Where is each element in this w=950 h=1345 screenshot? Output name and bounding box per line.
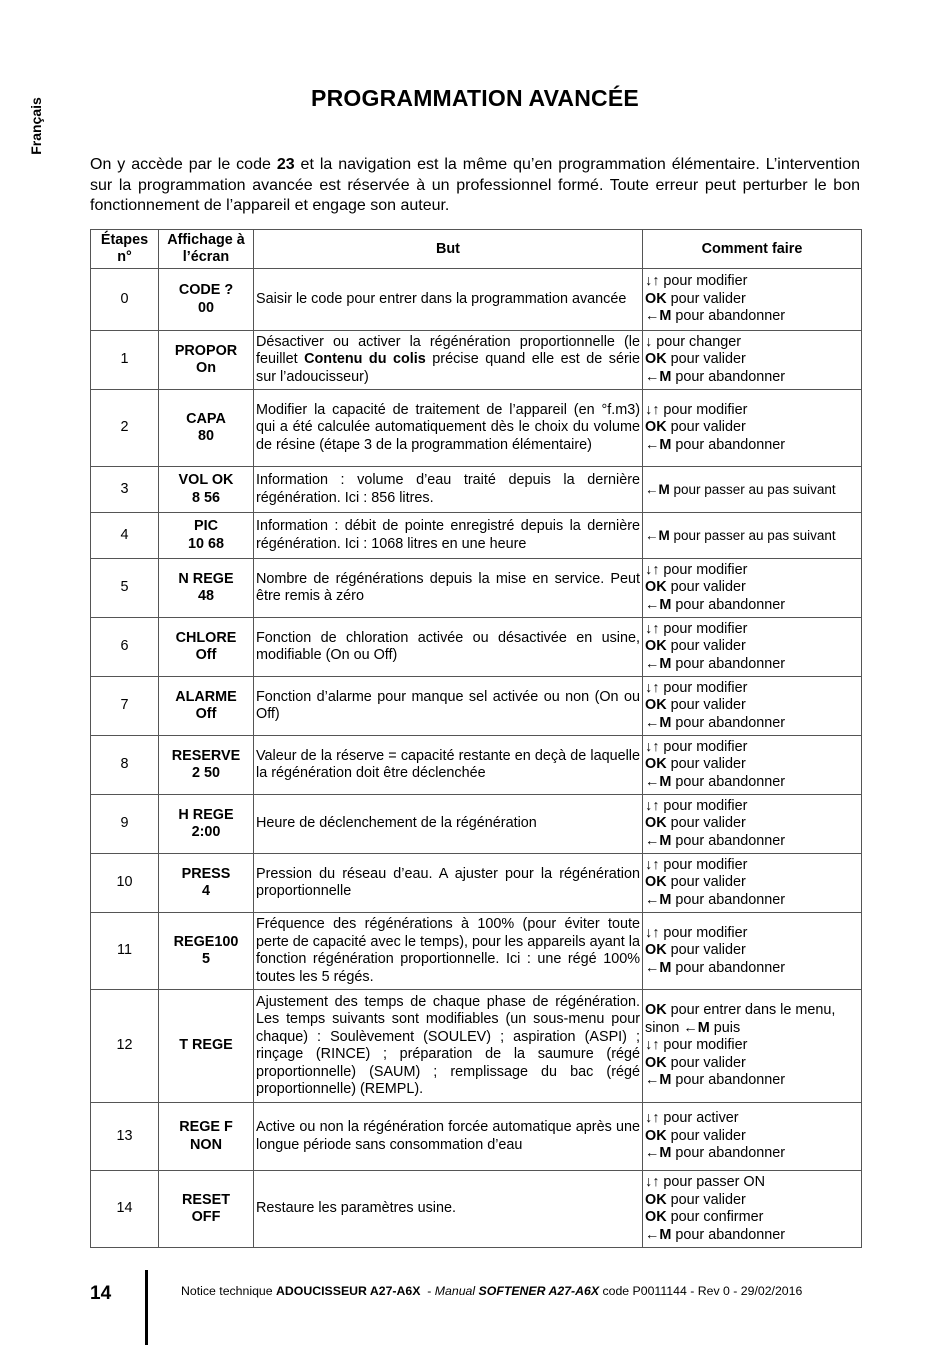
- instruction-line: ←M pour abandonner: [645, 655, 786, 672]
- up-down-arrows-icon: ↓↑: [645, 401, 660, 418]
- instructions: [643, 1171, 862, 1248]
- instruction-line: OK pour valider: [645, 874, 746, 891]
- instruction-line: ←M pour passer au pas suivant: [645, 481, 836, 497]
- instruction-line: sinon ←M puis: [645, 1019, 741, 1036]
- instructions: [643, 559, 862, 618]
- instruction-line: ←M pour abandonner: [645, 959, 786, 976]
- ok-key-label: OK: [645, 1209, 667, 1225]
- table-row: [91, 913, 862, 990]
- back-arrow-m-icon: ←M: [645, 714, 672, 731]
- instructions: [643, 990, 862, 1103]
- ok-key-label: OK: [645, 756, 667, 773]
- table-row: [91, 854, 862, 913]
- step-number: 2: [91, 390, 159, 467]
- goal-description: Information : volume d’eau traité depuis la dernière régénération. Ici : 856 litres.: [254, 467, 643, 513]
- goal-description: Active ou non la régénération forcée automatique après une longue période sans consommation d’eau: [254, 1103, 643, 1171]
- table-row: [91, 795, 862, 854]
- screen-display: PRESS 4: [159, 854, 254, 913]
- screen-display: VOL OK 8 56: [159, 467, 254, 513]
- back-arrow-m-icon: ←M: [645, 368, 672, 385]
- screen-display: REGE100 5: [159, 913, 254, 990]
- instruction-line: ↓↑ pour passer ON: [645, 1174, 765, 1190]
- back-arrow-m-icon: ←M: [645, 308, 672, 325]
- instruction-line: ↓↑ pour modifier: [645, 797, 748, 814]
- back-arrow-m-icon: ←M: [645, 596, 672, 613]
- screen-display: PIC 10 68: [159, 513, 254, 559]
- back-arrow-m-icon: ←M: [645, 436, 672, 453]
- instruction-line: ←M pour abandonner: [645, 368, 786, 385]
- up-down-arrows-icon: ↓↑: [645, 620, 660, 637]
- step-number: 0: [91, 269, 159, 331]
- table-row: [91, 559, 862, 618]
- instructions: [643, 677, 862, 736]
- step-number: 3: [91, 467, 159, 513]
- instruction-line: OK pour confirmer: [645, 1209, 764, 1225]
- up-down-arrows-icon: ↓↑: [645, 273, 660, 290]
- header-display: Affichage à l’écran: [159, 230, 254, 269]
- instruction-line: ←M pour abandonner: [645, 891, 786, 908]
- instruction-line: ←M pour abandonner: [645, 596, 786, 613]
- table-row: [91, 467, 862, 513]
- table-row: [91, 618, 862, 677]
- ok-key-label: OK: [645, 815, 667, 832]
- ok-key-label: OK: [645, 942, 667, 959]
- goal-description: Saisir le code pour entrer dans la programmation avancée: [254, 269, 643, 331]
- up-down-arrows-icon: ↓↑: [645, 679, 660, 696]
- table-row: [91, 677, 862, 736]
- instructions: [643, 854, 862, 913]
- screen-display: REGE F NON: [159, 1103, 254, 1171]
- screen-display: H REGE 2:00: [159, 795, 254, 854]
- intro-text-1: On y accède par le code: [90, 156, 277, 173]
- goal-description: Information : débit de pointe enregistré depuis la dernière régénération. Ici : 1068 litres en une heure: [254, 513, 643, 559]
- instruction-line: ↓↑ pour modifier: [645, 561, 748, 578]
- goal-description: Pression du réseau d’eau. A ajuster pour la régénération proportionnelle: [254, 854, 643, 913]
- instruction-line: ↓↑ pour modifier: [645, 856, 748, 873]
- instruction-line: OK pour valider: [645, 697, 746, 714]
- back-arrow-m-icon: ←M: [645, 959, 672, 976]
- goal-description: Restaure les paramètres usine.: [254, 1171, 643, 1248]
- instructions: [643, 513, 862, 559]
- instruction-line: OK pour valider: [645, 1127, 746, 1144]
- step-number: 5: [91, 559, 159, 618]
- table-row: [91, 269, 862, 331]
- back-arrow-m-icon: ←M: [645, 527, 670, 543]
- ok-key-label: OK: [645, 419, 667, 436]
- advanced-programming-table: [90, 229, 862, 1248]
- table-row: [91, 513, 862, 559]
- back-arrow-m-icon: ←M: [645, 481, 670, 497]
- ok-key-label: OK: [645, 579, 667, 596]
- screen-display: PROPOR On: [159, 331, 254, 390]
- ok-key-label: OK: [645, 351, 667, 368]
- screen-display: CHLORE Off: [159, 618, 254, 677]
- back-arrow-m-icon: ←M: [645, 773, 672, 790]
- instructions: [643, 269, 862, 331]
- instruction-line: OK pour valider: [645, 290, 746, 307]
- instruction-line: OK pour valider: [645, 1191, 746, 1208]
- screen-display: ALARME Off: [159, 677, 254, 736]
- step-number: 8: [91, 736, 159, 795]
- instructions: [643, 1103, 862, 1171]
- step-number: 9: [91, 795, 159, 854]
- table-row: [91, 331, 862, 390]
- instruction-line: ↓↑ pour modifier: [645, 620, 748, 637]
- back-arrow-m-icon: ←M: [683, 1019, 710, 1036]
- up-down-arrows-icon: ↓↑: [645, 1174, 660, 1190]
- instructions: [643, 913, 862, 990]
- up-down-arrows-icon: ↓↑: [645, 856, 660, 873]
- language-label: [26, 92, 46, 164]
- instructions: [643, 467, 862, 513]
- ok-key-label: OK: [645, 1054, 667, 1071]
- step-number: 6: [91, 618, 159, 677]
- goal-description: Nombre de régénérations depuis la mise en service. Peut être remis à zéro: [254, 559, 643, 618]
- step-number: 11: [91, 913, 159, 990]
- table-row: [91, 390, 862, 467]
- goal-description: Modifier la capacité de traitement de l’appareil (en °f.m3) qui a été calculée automatiquement dès le choix du volume de résine (étape 3 de la programmation élémentaire): [254, 390, 643, 467]
- screen-display: CAPA 80: [159, 390, 254, 467]
- goal-description: Valeur de la réserve = capacité restante en deçà de laquelle la régénération doit être déclenchée: [254, 736, 643, 795]
- instruction-line: ←M pour abandonner: [645, 714, 786, 731]
- footer-reference: Notice technique ADOUCISSEUR A27-A6X - Manual SOFTENER A27-A6X code P0011144 - Rev 0 - 29/02/2016: [181, 1284, 803, 1298]
- screen-display: T REGE: [159, 990, 254, 1103]
- instruction-line: ↓↑ pour modifier: [645, 738, 748, 755]
- header-goal: But: [254, 230, 643, 269]
- instruction-line: OK pour valider: [645, 351, 746, 368]
- instruction-line: ←M pour passer au pas suivant: [645, 527, 836, 543]
- back-arrow-m-icon: ←M: [645, 1072, 672, 1089]
- instructions: [643, 736, 862, 795]
- instruction-line: ↓↑ pour modifier: [645, 1037, 748, 1054]
- screen-display: N REGE 48: [159, 559, 254, 618]
- table-row: [91, 990, 862, 1103]
- page-number: 14: [90, 1283, 112, 1304]
- back-arrow-m-icon: ←M: [645, 891, 672, 908]
- goal-description: Fréquence des régénérations à 100% (pour éviter toute perte de capacité avec le temps), pour les appareils ayant la fonction régénération proportionnelle. Ici : une régé 100% toutes les 5 régés.: [254, 913, 643, 990]
- instruction-line: OK pour valider: [645, 638, 746, 655]
- ok-key-label: OK: [645, 1002, 667, 1019]
- goal-description: Ajustement des temps de chaque phase de régénération. Les temps suivants sont modifiables (un sous-menu pour chaque) : Soulèvement (SOULEV) ; aspiration (ASPI) ; rinçage (RINCE) ; préparation de la saumure (régé proportionnelle) (SAUM) ; remplissage du bac (régé proportionnelle) (REMPL).: [254, 990, 643, 1103]
- table-row: [91, 1103, 862, 1171]
- step-number: 1: [91, 331, 159, 390]
- instructions: [643, 390, 862, 467]
- up-down-arrows-icon: ↓↑: [645, 738, 660, 755]
- instruction-line: ↓↑ pour modifier: [645, 401, 748, 418]
- up-down-arrows-icon: ↓↑: [645, 924, 660, 941]
- instruction-line: OK pour valider: [645, 579, 746, 596]
- step-number: 12: [91, 990, 159, 1103]
- ok-key-label: OK: [645, 1191, 667, 1208]
- screen-display: RESERVE 2 50: [159, 736, 254, 795]
- up-down-arrows-icon: ↓: [645, 333, 653, 350]
- intro-code: 23: [276, 156, 295, 173]
- instruction-line: OK pour valider: [645, 756, 746, 773]
- table-header-row: [91, 230, 862, 269]
- ok-key-label: OK: [645, 697, 667, 714]
- back-arrow-m-icon: ←M: [645, 832, 672, 849]
- ok-key-label: OK: [645, 290, 667, 307]
- instructions: [643, 795, 862, 854]
- instructions: [643, 331, 862, 390]
- intro-paragraph: [90, 155, 860, 217]
- header-how: Comment faire: [643, 230, 862, 269]
- footer-divider: [145, 1270, 148, 1345]
- instruction-line: ←M pour abandonner: [645, 1072, 786, 1089]
- step-number: 4: [91, 513, 159, 559]
- table-row: [91, 1171, 862, 1248]
- instruction-line: OK pour valider: [645, 1054, 746, 1071]
- instruction-line: ↓ pour changer: [645, 333, 742, 350]
- goal-description: Heure de déclenchement de la régénération: [254, 795, 643, 854]
- back-arrow-m-icon: ←M: [645, 1145, 672, 1162]
- ok-key-label: OK: [645, 638, 667, 655]
- step-number: 14: [91, 1171, 159, 1248]
- up-down-arrows-icon: ↓↑: [645, 797, 660, 814]
- step-number: 13: [91, 1103, 159, 1171]
- table-row: [91, 736, 862, 795]
- header-step: Étapes n°: [91, 230, 159, 269]
- language-label-text: Français: [28, 97, 44, 155]
- screen-display: RESET OFF: [159, 1171, 254, 1248]
- up-down-arrows-icon: ↓↑: [645, 561, 660, 578]
- up-down-arrows-icon: ↓↑: [645, 1037, 660, 1054]
- page-title: PROGRAMMATION AVANCÉE: [311, 85, 639, 111]
- goal-description: Fonction d’alarme pour manque sel activée ou non (On ou Off): [254, 677, 643, 736]
- step-number: 10: [91, 854, 159, 913]
- ok-key-label: OK: [645, 1127, 667, 1144]
- instruction-line: OK pour valider: [645, 942, 746, 959]
- goal-description: Désactiver ou activer la régénération proportionnelle (le feuillet Contenu du colis précise quand elle est de série sur l’adoucisseur): [254, 331, 643, 390]
- instruction-line: ←M pour abandonner: [645, 308, 786, 325]
- instruction-line: ←M pour abandonner: [645, 832, 786, 849]
- screen-display: CODE ? 00: [159, 269, 254, 331]
- instructions: [643, 618, 862, 677]
- intro-text-2: et la navigation est la même qu’en programmation élémentaire. L’intervention sur la programmation avancée est réservée à un professionnel formé. Toute erreur peut perturber le bon fonctionnement de l’appareil et engage son auteur.: [90, 156, 861, 214]
- ok-key-label: OK: [645, 874, 667, 891]
- back-arrow-m-icon: ←M: [645, 655, 672, 672]
- instruction-line: ↓↑ pour modifier: [645, 924, 748, 941]
- instruction-line: OK pour valider: [645, 815, 746, 832]
- instruction-line: ↓↑ pour modifier: [645, 273, 748, 290]
- instruction-line: ↓↑ pour modifier: [645, 679, 748, 696]
- goal-description: Fonction de chloration activée ou désactivée en usine, modifiable (On ou Off): [254, 618, 643, 677]
- step-number: 7: [91, 677, 159, 736]
- instruction-line: ↓↑ pour activer: [645, 1110, 739, 1127]
- instruction-line: ←M pour abandonner: [645, 773, 786, 790]
- instruction-line: ←M pour abandonner: [645, 1226, 786, 1243]
- instruction-line: OK pour entrer dans le menu,: [645, 1002, 836, 1019]
- up-down-arrows-icon: ↓↑: [645, 1110, 660, 1127]
- instruction-line: OK pour valider: [645, 419, 746, 436]
- back-arrow-m-icon: ←M: [645, 1226, 672, 1243]
- instruction-line: ←M pour abandonner: [645, 436, 786, 453]
- instruction-line: ←M pour abandonner: [645, 1145, 786, 1162]
